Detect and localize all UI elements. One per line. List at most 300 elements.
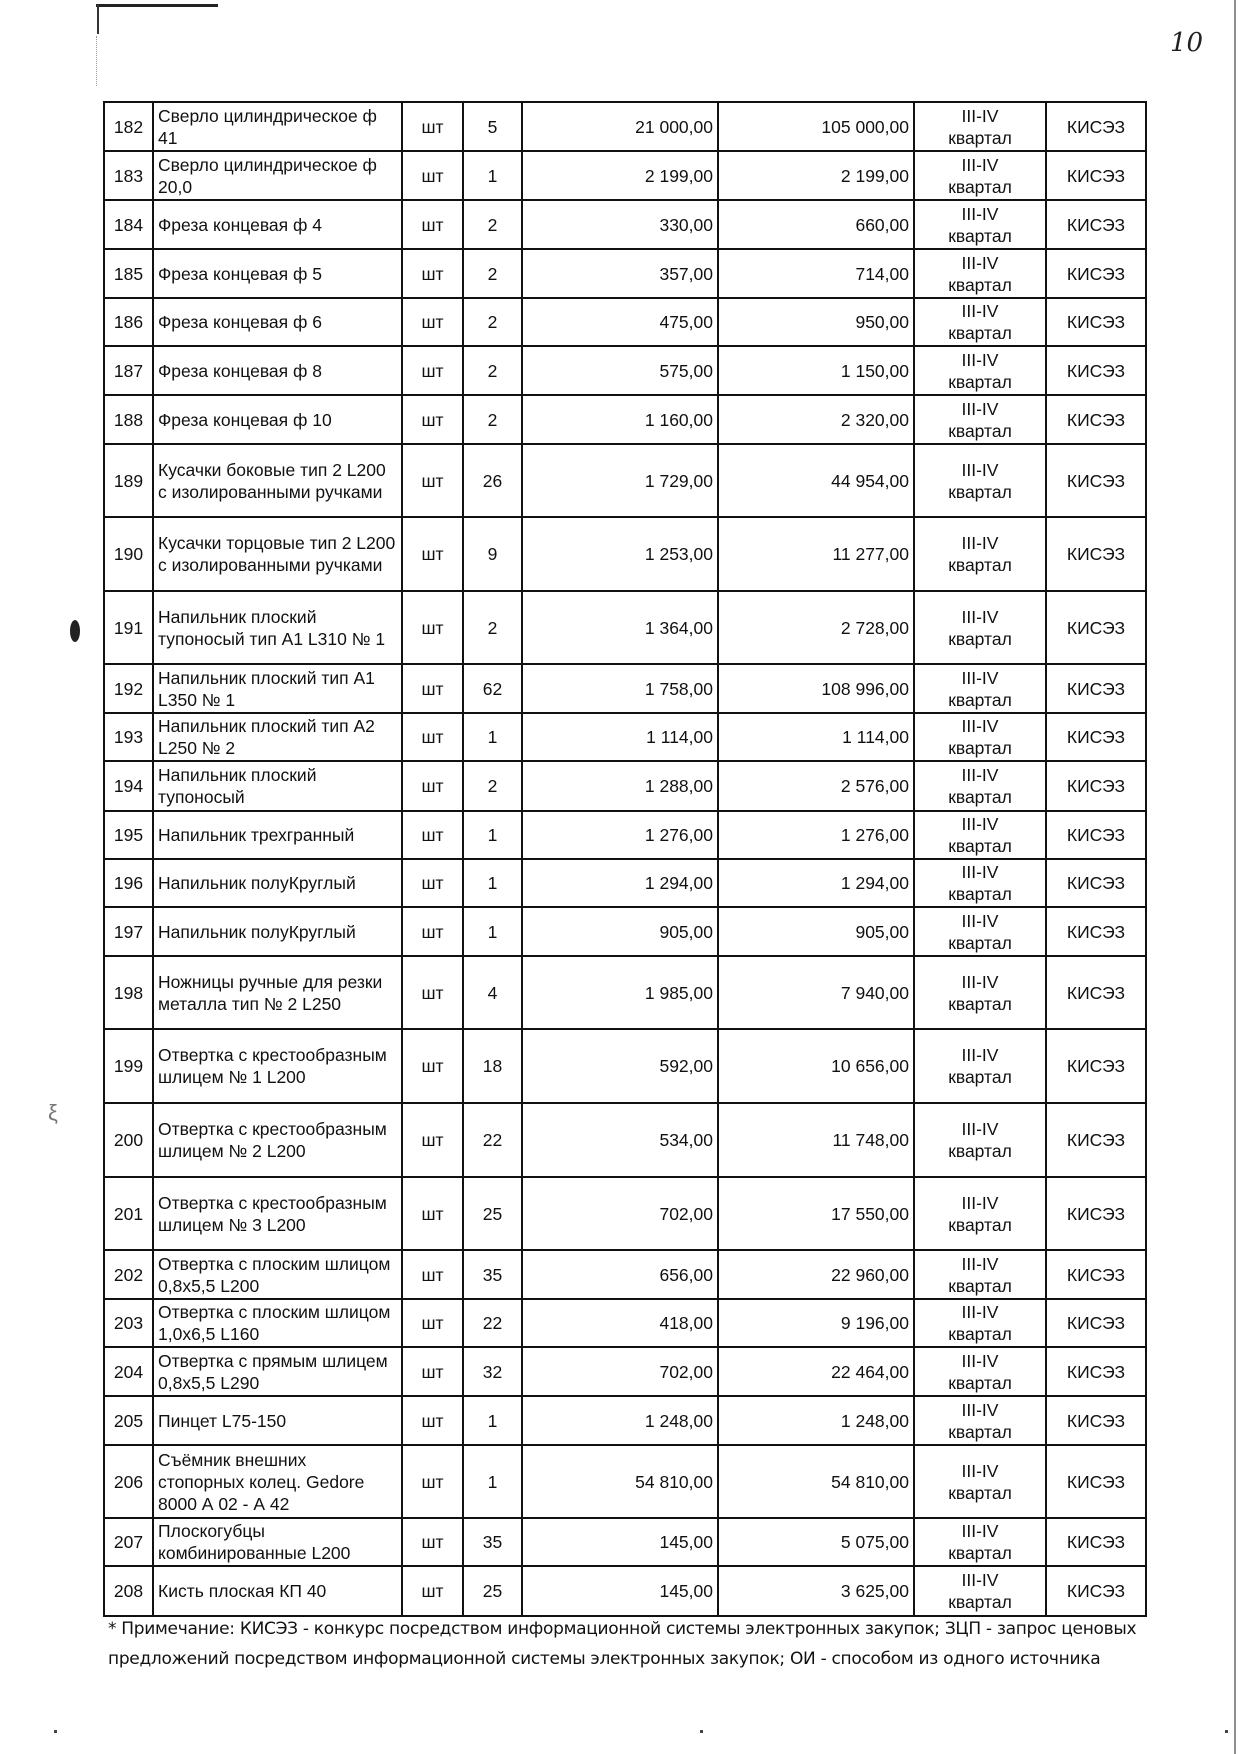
delivery-period-cell [914,1250,1046,1299]
unit-cell: шт [402,346,463,395]
procurement-method-cell: КИСЭЗ [1046,591,1146,664]
delivery-period-cell [914,1299,1046,1347]
period-label: квартал [948,1592,1012,1612]
unit-price-cell: 1 160,00 [522,395,718,444]
item-name-cell: Кисть плоская КП 40 [153,1566,402,1616]
row-number-cell: 200 [104,1103,153,1177]
total-sum-cell: 7 940,00 [718,956,914,1029]
total-sum-cell: 2 199,00 [718,151,914,200]
total-sum-cell: 714,00 [718,249,914,298]
table-row [104,395,1146,444]
procurement-method-cell: КИСЭЗ [1046,1177,1146,1250]
period-label: квартал [948,993,1012,1014]
delivery-period-cell [914,1518,1046,1566]
item-name-cell: Напильник трехгранный [153,811,402,859]
row-number-cell: 188 [104,395,153,444]
procurement-method-cell: КИСЭЗ [1046,1445,1146,1518]
unit-price-cell: 1 276,00 [522,811,718,859]
unit-cell: шт [402,517,463,591]
item-name-cell: Отвертка с прямым шлицем 0,8х5,5 L290 [153,1347,402,1396]
delivery-period-cell [914,517,1046,591]
procurement-method-cell: КИСЭЗ [1046,102,1146,151]
item-name-cell: Фреза концевая ф 5 [153,249,402,298]
item-name-cell: Сверло цилиндрическое ф 20,0 [153,151,402,200]
period-label: квартал [948,1141,1012,1161]
unit-cell: шт [402,761,463,811]
item-name-cell: Фреза концевая ф 10 [153,395,402,444]
row-number-cell: 184 [104,200,153,249]
procurement-method-cell: КИСЭЗ [1046,1347,1146,1396]
table-row [104,1566,1146,1616]
period-label: квартал [948,628,1012,649]
delivery-period-cell [914,761,1046,811]
scan-dot [700,1730,703,1733]
item-name-cell: Плоскогубцы комбинированные L200 [153,1518,402,1566]
unit-price-cell: 905,00 [522,907,718,956]
period-quarters: III-IV [961,203,999,224]
period-label: квартал [948,1067,1012,1087]
unit-price-cell: 1 729,00 [522,444,718,517]
procurement-method-cell: КИСЭЗ [1046,249,1146,298]
delivery-period-cell [914,249,1046,298]
period-label: квартал [948,1372,1012,1393]
total-sum-cell: 5 075,00 [718,1518,914,1566]
procurement-method-cell: КИСЭЗ [1046,517,1146,591]
unit-price-cell: 330,00 [522,200,718,249]
total-sum-cell: 2 320,00 [718,395,914,444]
table-row [104,859,1146,907]
delivery-period-cell [914,1103,1046,1177]
row-number-cell: 195 [104,811,153,859]
table-row [104,1299,1146,1347]
table-row [104,1347,1146,1396]
item-name-cell: Напильник плоский тупоносый тип А1 L310 № 1 [153,591,402,664]
procurement-table [103,101,1147,1617]
unit-price-cell: 54 810,00 [522,1445,718,1518]
unit-price-cell: 1 758,00 [522,664,718,713]
total-sum-cell: 1 276,00 [718,811,914,859]
total-sum-cell: 9 196,00 [718,1299,914,1347]
total-sum-cell: 660,00 [718,200,914,249]
delivery-period-cell [914,346,1046,395]
item-name-cell: Сверло цилиндрическое ф 41 [153,102,402,151]
quantity-cell: 2 [463,298,522,346]
procurement-method-cell: КИСЭЗ [1046,444,1146,517]
scan-right-edge [1234,0,1236,1754]
row-number-cell: 187 [104,346,153,395]
period-label: квартал [948,787,1012,807]
total-sum-cell: 11 748,00 [718,1103,914,1177]
procurement-method-cell: КИСЭЗ [1046,859,1146,907]
period-label: квартал [948,420,1012,441]
period-quarters: III-IV [961,1460,999,1481]
delivery-period-cell [914,102,1046,151]
quantity-cell: 25 [463,1177,522,1250]
total-sum-cell: 105 000,00 [718,102,914,151]
delivery-period-cell [914,591,1046,664]
margin-scribble: ξ [48,1100,58,1125]
quantity-cell: 22 [463,1299,522,1347]
item-name-cell: Фреза концевая ф 6 [153,298,402,346]
procurement-method-cell: КИСЭЗ [1046,664,1146,713]
table-row [104,1029,1146,1103]
unit-price-cell: 592,00 [522,1029,718,1103]
page-number: 10 [1170,28,1204,58]
period-quarters: III-IV [961,154,999,175]
period-quarters: III-IV [961,862,999,882]
total-sum-cell: 1 114,00 [718,713,914,761]
period-quarters: III-IV [961,459,999,480]
quantity-cell: 26 [463,444,522,517]
unit-price-cell: 534,00 [522,1103,718,1177]
item-name-cell: Фреза концевая ф 4 [153,200,402,249]
period-quarters: III-IV [961,667,999,688]
period-quarters: III-IV [961,1119,999,1139]
item-name-cell: Отвертка с крестообразным шлицем № 3 L200 [153,1177,402,1250]
period-quarters: III-IV [961,1399,999,1420]
quantity-cell: 2 [463,200,522,249]
quantity-cell: 5 [463,102,522,151]
row-number-cell: 205 [104,1396,153,1445]
quantity-cell: 2 [463,346,522,395]
period-quarters: III-IV [961,252,999,273]
unit-price-cell: 418,00 [522,1299,718,1347]
unit-cell: шт [402,151,463,200]
item-name-cell: Напильник плоский тип А2 L250 № 2 [153,713,402,761]
row-number-cell: 199 [104,1029,153,1103]
unit-cell: шт [402,1299,463,1347]
period-quarters: III-IV [961,349,999,370]
row-number-cell: 207 [104,1518,153,1566]
unit-cell: шт [402,859,463,907]
period-quarters: III-IV [961,716,999,736]
procurement-method-cell: КИСЭЗ [1046,200,1146,249]
period-label: квартал [948,689,1012,710]
row-number-cell: 196 [104,859,153,907]
period-label: квартал [948,1543,1012,1563]
item-name-cell: Напильник полуКруглый [153,907,402,956]
procurement-method-cell: КИСЭЗ [1046,151,1146,200]
table-row [104,811,1146,859]
quantity-cell: 62 [463,664,522,713]
table-row [104,151,1146,200]
delivery-period-cell [914,1445,1046,1518]
table-row [104,713,1146,761]
delivery-period-cell [914,859,1046,907]
unit-price-cell: 2 199,00 [522,151,718,200]
unit-cell: шт [402,1518,463,1566]
total-sum-cell: 905,00 [718,907,914,956]
table-row [104,346,1146,395]
period-quarters: III-IV [961,1302,999,1322]
row-number-cell: 201 [104,1177,153,1250]
row-number-cell: 198 [104,956,153,1029]
total-sum-cell: 54 810,00 [718,1445,914,1518]
delivery-period-cell [914,395,1046,444]
procurement-method-cell: КИСЭЗ [1046,1566,1146,1616]
quantity-cell: 1 [463,713,522,761]
period-label: квартал [948,1275,1012,1296]
unit-price-cell: 1 253,00 [522,517,718,591]
table-row [104,664,1146,713]
quantity-cell: 1 [463,907,522,956]
procurement-method-cell: КИСЭЗ [1046,395,1146,444]
period-label: квартал [948,481,1012,502]
table-row [104,1396,1146,1445]
delivery-period-cell [914,1347,1046,1396]
row-number-cell: 183 [104,151,153,200]
total-sum-cell: 2 728,00 [718,591,914,664]
quantity-cell: 9 [463,517,522,591]
table-row [104,517,1146,591]
delivery-period-cell [914,200,1046,249]
total-sum-cell: 1 150,00 [718,346,914,395]
period-quarters: III-IV [961,1253,999,1274]
delivery-period-cell [914,1029,1046,1103]
item-name-cell: Съёмник внешних стопорных колец. Gedore 8000 А 02 - А 42 [153,1445,402,1518]
period-quarters: III-IV [961,105,999,126]
quantity-cell: 2 [463,249,522,298]
unit-price-cell: 702,00 [522,1347,718,1396]
table-row [104,1518,1146,1566]
total-sum-cell: 950,00 [718,298,914,346]
item-name-cell: Пинцет L75-150 [153,1396,402,1445]
unit-cell: шт [402,444,463,517]
table-row [104,1250,1146,1299]
quantity-cell: 1 [463,151,522,200]
procurement-method-cell: КИСЭЗ [1046,1396,1146,1445]
unit-price-cell: 145,00 [522,1518,718,1566]
period-label: квартал [948,836,1012,856]
unit-cell: шт [402,200,463,249]
quantity-cell: 2 [463,395,522,444]
total-sum-cell: 1 294,00 [718,859,914,907]
period-quarters: III-IV [961,301,999,321]
unit-cell: шт [402,102,463,151]
quantity-cell: 32 [463,1347,522,1396]
quantity-cell: 2 [463,761,522,811]
punch-hole-mark [70,620,80,642]
quantity-cell: 1 [463,859,522,907]
unit-price-cell: 1 288,00 [522,761,718,811]
delivery-period-cell [914,907,1046,956]
row-number-cell: 192 [104,664,153,713]
period-quarters: III-IV [961,1570,999,1590]
footnote: * Примечание: КИСЭЗ - конкурс посредством информационной системы электронных закупок; ЗЦП - запрос ценовых предложений посредством информационной системы электронных закупок; ОИ - способом из одного источника [108,1619,1137,1669]
procurement-method-cell: КИСЭЗ [1046,1299,1146,1347]
table-row [104,444,1146,517]
unit-cell: шт [402,907,463,956]
table-row [104,1177,1146,1250]
unit-price-cell: 21 000,00 [522,102,718,151]
row-number-cell: 189 [104,444,153,517]
quantity-cell: 18 [463,1029,522,1103]
table-row [104,200,1146,249]
unit-price-cell: 357,00 [522,249,718,298]
total-sum-cell: 3 625,00 [718,1566,914,1616]
unit-cell: шт [402,1347,463,1396]
row-number-cell: 186 [104,298,153,346]
period-label: квартал [948,176,1012,197]
delivery-period-cell [914,151,1046,200]
period-label: квартал [948,738,1012,758]
unit-cell: шт [402,664,463,713]
delivery-period-cell [914,298,1046,346]
row-number-cell: 191 [104,591,153,664]
period-label: квартал [948,555,1012,575]
total-sum-cell: 44 954,00 [718,444,914,517]
procurement-method-cell: КИСЭЗ [1046,1250,1146,1299]
period-quarters: III-IV [961,1350,999,1371]
period-label: квартал [948,1214,1012,1235]
unit-price-cell: 575,00 [522,346,718,395]
delivery-period-cell [914,1177,1046,1250]
procurement-method-cell: КИСЭЗ [1046,713,1146,761]
scan-edge-dots [96,36,98,86]
item-name-cell: Отвертка с плоским шлицом 0,8х5,5 L200 [153,1250,402,1299]
quantity-cell: 1 [463,811,522,859]
unit-cell: шт [402,1250,463,1299]
unit-price-cell: 145,00 [522,1566,718,1616]
item-name-cell: Напильник полуКруглый [153,859,402,907]
procurement-method-cell: КИСЭЗ [1046,956,1146,1029]
item-name-cell: Напильник плоский тип А1 L350 № 1 [153,664,402,713]
total-sum-cell: 11 277,00 [718,517,914,591]
period-quarters: III-IV [961,1521,999,1541]
table-row [104,1103,1146,1177]
quantity-cell: 4 [463,956,522,1029]
period-label: квартал [948,932,1012,953]
unit-cell: шт [402,811,463,859]
unit-price-cell: 656,00 [522,1250,718,1299]
row-number-cell: 190 [104,517,153,591]
quantity-cell: 1 [463,1445,522,1518]
period-label: квартал [948,274,1012,295]
item-name-cell: Напильник плоский тупоносый [153,761,402,811]
period-quarters: III-IV [961,1192,999,1213]
scan-corner-mark [96,4,218,7]
period-label: квартал [948,884,1012,904]
unit-price-cell: 1 294,00 [522,859,718,907]
unit-cell: шт [402,1566,463,1616]
item-name-cell: Отвертка с плоским шлицом 1,0х6,5 L160 [153,1299,402,1347]
item-name-cell: Фреза концевая ф 8 [153,346,402,395]
procurement-method-cell: КИСЭЗ [1046,1518,1146,1566]
unit-cell: шт [402,298,463,346]
item-name-cell: Кусачки торцовые тип 2 L200 с изолированными ручками [153,517,402,591]
total-sum-cell: 10 656,00 [718,1029,914,1103]
table-row [104,298,1146,346]
unit-price-cell: 1 364,00 [522,591,718,664]
delivery-period-cell [914,664,1046,713]
quantity-cell: 2 [463,591,522,664]
period-label: квартал [948,323,1012,343]
delivery-period-cell [914,444,1046,517]
unit-cell: шт [402,713,463,761]
unit-price-cell: 1 985,00 [522,956,718,1029]
table-row [104,591,1146,664]
procurement-method-cell: КИСЭЗ [1046,346,1146,395]
period-quarters: III-IV [961,814,999,834]
row-number-cell: 182 [104,102,153,151]
row-number-cell: 193 [104,713,153,761]
period-quarters: III-IV [961,971,999,992]
period-label: квартал [948,127,1012,148]
table-row [104,956,1146,1029]
row-number-cell: 204 [104,1347,153,1396]
unit-cell: шт [402,1103,463,1177]
row-number-cell: 206 [104,1445,153,1518]
unit-price-cell: 702,00 [522,1177,718,1250]
period-label: квартал [948,225,1012,246]
table-row [104,249,1146,298]
period-quarters: III-IV [961,398,999,419]
procurement-method-cell: КИСЭЗ [1046,907,1146,956]
quantity-cell: 35 [463,1250,522,1299]
procurement-method-cell: КИСЭЗ [1046,761,1146,811]
period-quarters: III-IV [961,910,999,931]
quantity-cell: 1 [463,1396,522,1445]
delivery-period-cell [914,1566,1046,1616]
procurement-method-cell: КИСЭЗ [1046,298,1146,346]
delivery-period-cell [914,956,1046,1029]
item-name-cell: Ножницы ручные для резки металла тип № 2 L250 [153,956,402,1029]
period-quarters: III-IV [961,606,999,627]
scan-dot [54,1730,57,1733]
table-row [104,761,1146,811]
unit-cell: шт [402,1029,463,1103]
quantity-cell: 35 [463,1518,522,1566]
scan-corner-tick [97,4,99,34]
unit-cell: шт [402,1177,463,1250]
row-number-cell: 197 [104,907,153,956]
procurement-method-cell: КИСЭЗ [1046,811,1146,859]
procurement-method-cell: КИСЭЗ [1046,1029,1146,1103]
table-row [104,102,1146,151]
unit-cell: шт [402,591,463,664]
period-quarters: III-IV [961,533,999,553]
row-number-cell: 185 [104,249,153,298]
total-sum-cell: 108 996,00 [718,664,914,713]
period-quarters: III-IV [961,765,999,785]
row-number-cell: 202 [104,1250,153,1299]
item-name-cell: Кусачки боковые тип 2 L200 с изолированными ручками [153,444,402,517]
unit-cell: шт [402,395,463,444]
quantity-cell: 25 [463,1566,522,1616]
procurement-method-cell: КИСЭЗ [1046,1103,1146,1177]
unit-cell: шт [402,1396,463,1445]
table-row [104,907,1146,956]
total-sum-cell: 22 960,00 [718,1250,914,1299]
table-row [104,1445,1146,1518]
unit-cell: шт [402,249,463,298]
delivery-period-cell [914,811,1046,859]
unit-cell: шт [402,956,463,1029]
unit-price-cell: 1 248,00 [522,1396,718,1445]
item-name-cell: Отвертка с крестообразным шлицем № 1 L200 [153,1029,402,1103]
total-sum-cell: 2 576,00 [718,761,914,811]
row-number-cell: 208 [104,1566,153,1616]
period-label: квартал [948,1421,1012,1442]
unit-price-cell: 475,00 [522,298,718,346]
item-name-cell: Отвертка с крестообразным шлицем № 2 L200 [153,1103,402,1177]
total-sum-cell: 17 550,00 [718,1177,914,1250]
delivery-period-cell [914,1396,1046,1445]
total-sum-cell: 22 464,00 [718,1347,914,1396]
row-number-cell: 194 [104,761,153,811]
quantity-cell: 22 [463,1103,522,1177]
total-sum-cell: 1 248,00 [718,1396,914,1445]
